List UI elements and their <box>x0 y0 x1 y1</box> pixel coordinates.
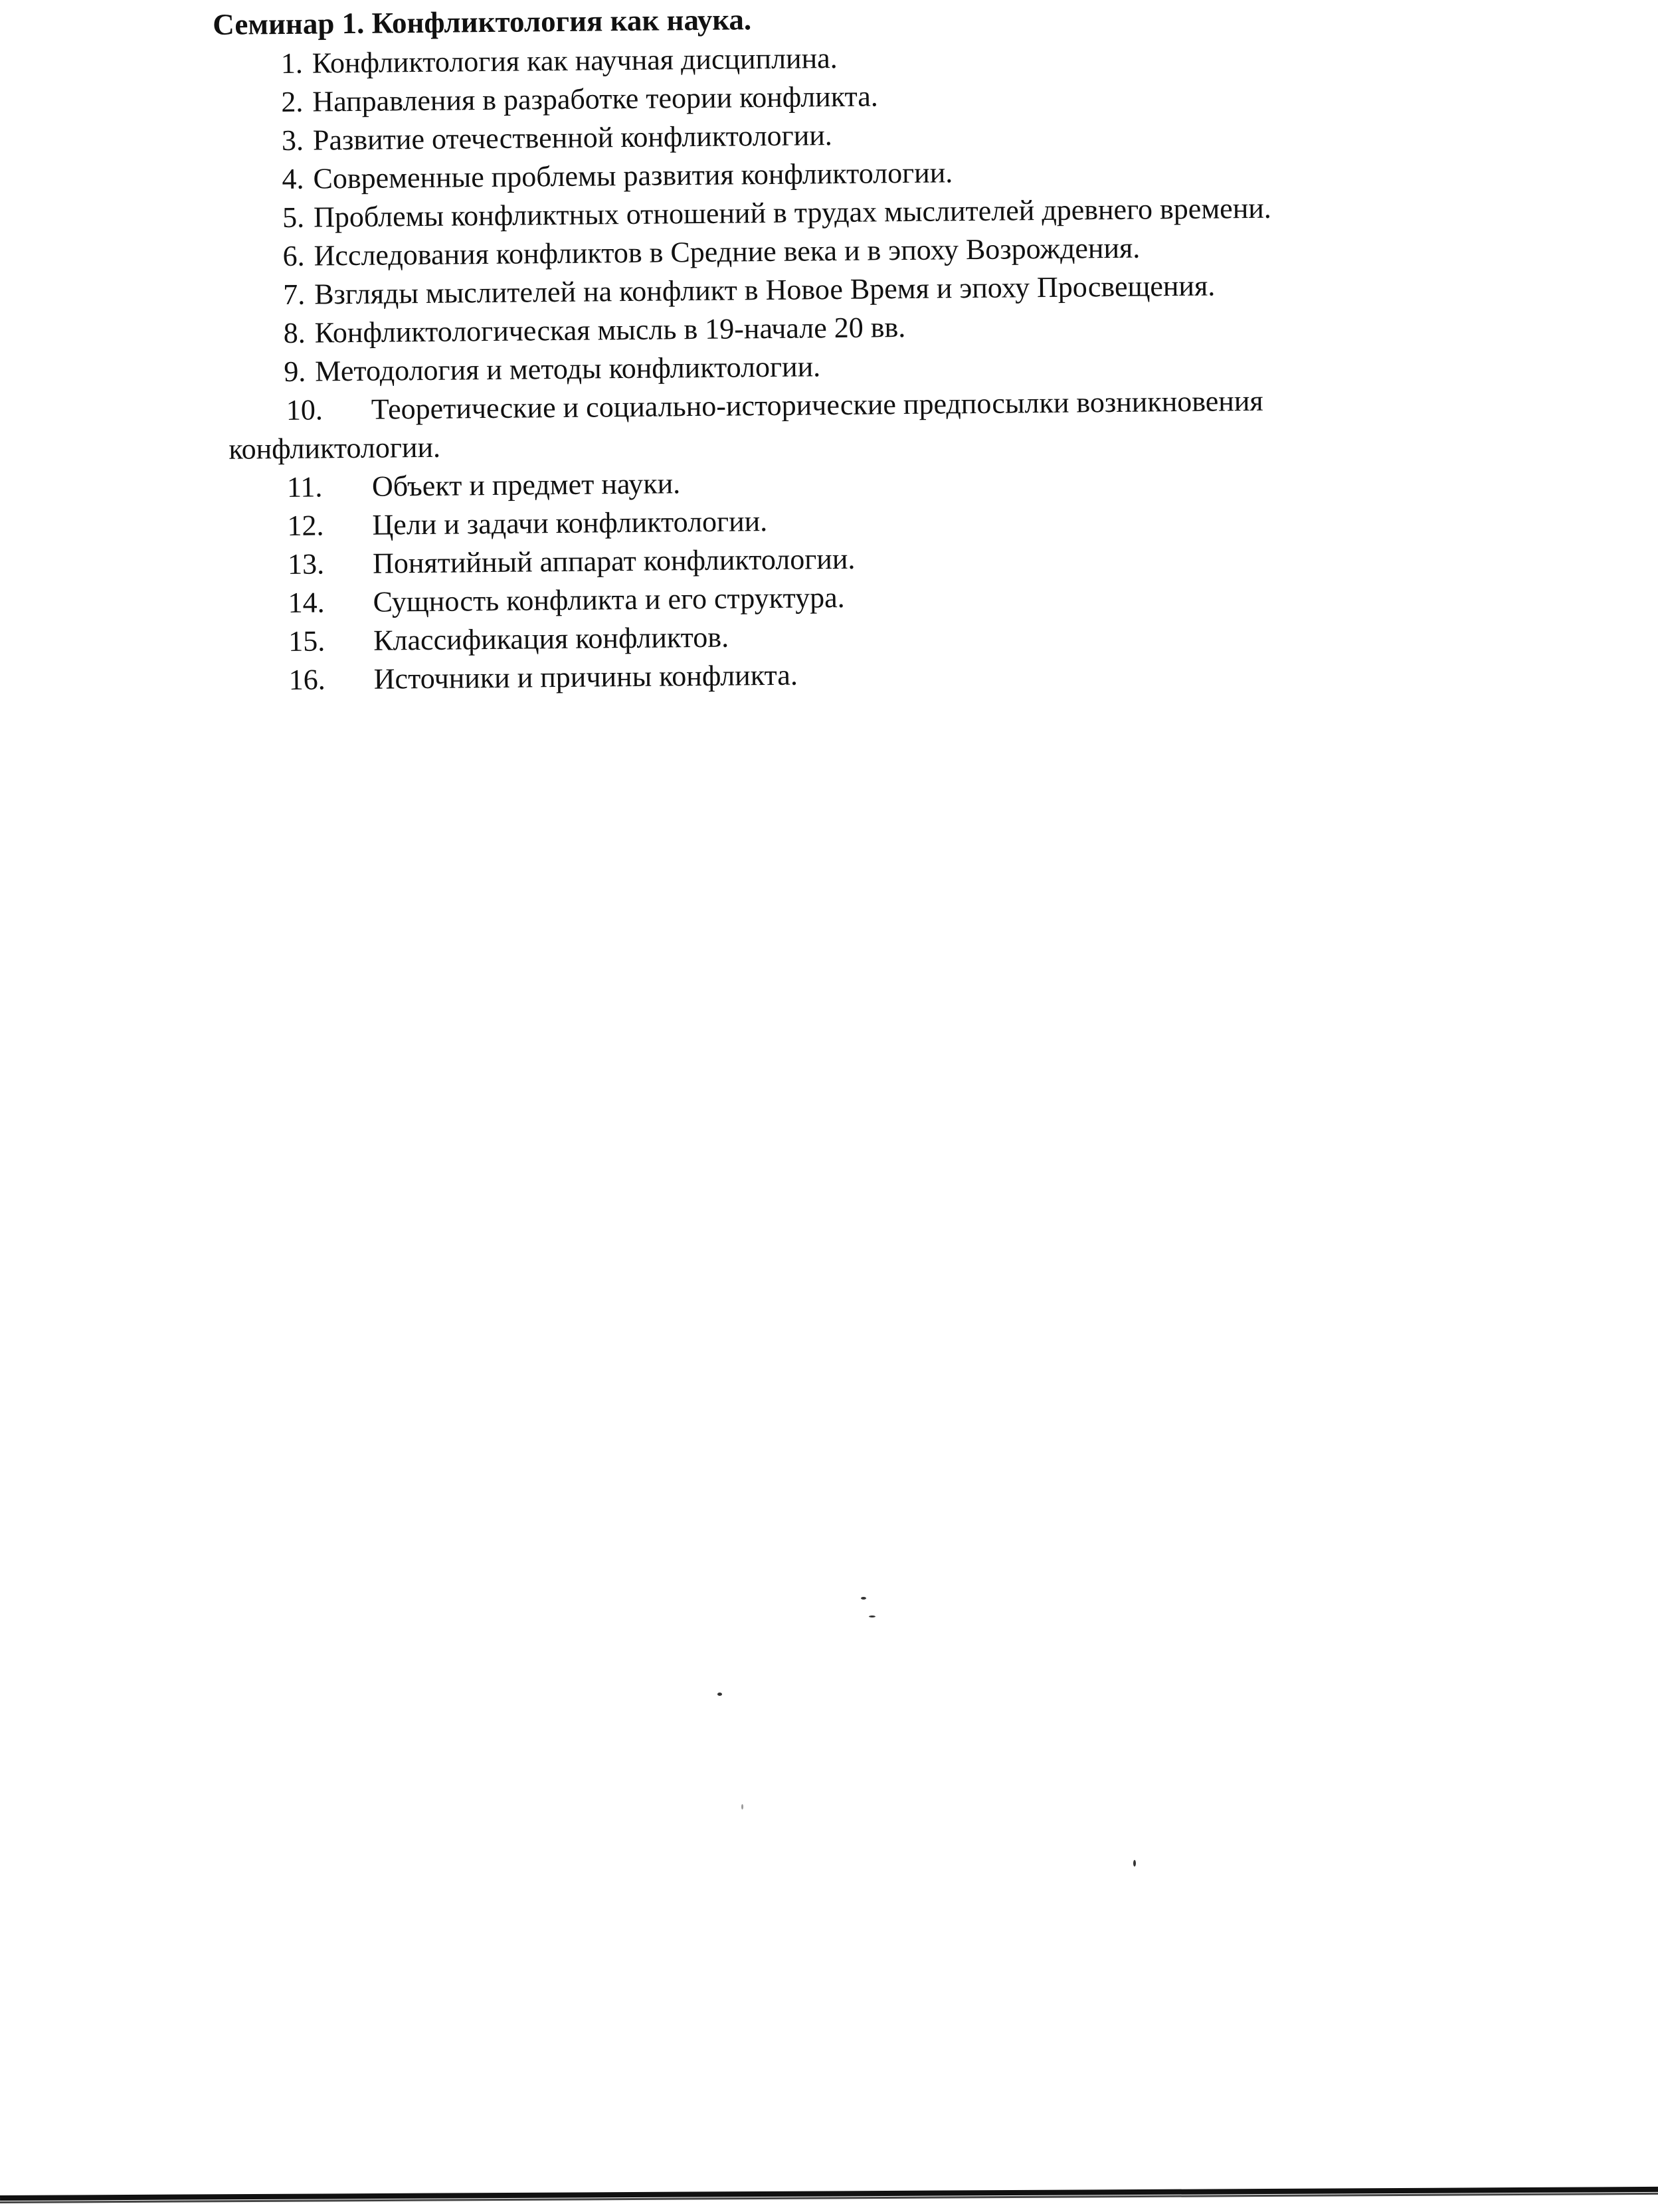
item-text: Классификация конфликтов. <box>373 620 729 657</box>
scan-speck <box>861 1597 866 1600</box>
item-text: Понятийный аппарат конфликтологии. <box>372 542 856 580</box>
item-number: 6. <box>282 239 305 273</box>
item-text: Взгляды мыслителей на конфликт в Новое Время и эпоху Просвещения. <box>314 269 1216 311</box>
item-text: Источники и причины конфликта. <box>373 658 798 695</box>
item-number: 16. <box>288 663 325 696</box>
scan-speck <box>741 1804 743 1809</box>
item-text: Сущность конфликта и его структура. <box>373 581 845 618</box>
item-text: Объект и предмет науки. <box>371 467 681 503</box>
item-text: Развитие отечественной конфликтологии. <box>312 119 833 157</box>
item-text: Конфликтологическая мысль в 19-начале 20 вв. <box>314 311 906 349</box>
item-text: Конфликтология как научная дисциплина. <box>312 41 838 80</box>
item-text: Направления в разработке теории конфликта. <box>312 80 879 118</box>
item-text: Теоретические и социально-исторические предпосылки возникновения <box>371 384 1263 426</box>
item-number: 7. <box>282 278 306 311</box>
item-number: 11. <box>286 470 323 504</box>
item-text: Цели и задачи конфликтологии. <box>372 505 768 541</box>
item-text: Методология и методы конфликтологии. <box>315 350 821 388</box>
item-text-continuation: конфликтологии. <box>229 430 441 466</box>
item-number: 8. <box>283 316 306 349</box>
item-number: 10. <box>286 393 323 426</box>
item-number: 14. <box>288 586 325 619</box>
item-number: 13. <box>287 547 325 581</box>
item-text: Исследования конфликтов в Средние века и в эпоху Возрождения. <box>314 231 1141 272</box>
item-text: Современные проблемы развития конфликтологии. <box>313 156 953 195</box>
scan-speck <box>717 1693 722 1696</box>
scan-speck <box>1133 1860 1136 1867</box>
scan-speck <box>869 1615 875 1617</box>
topic-list <box>213 33 1481 700</box>
item-number: 9. <box>284 355 306 388</box>
item-number: 4. <box>282 162 304 196</box>
item-number: 1. <box>280 46 304 80</box>
list-item <box>217 380 1479 469</box>
item-text: Проблемы конфликтных отношений в трудах мыслителей древнего времени. <box>313 191 1272 234</box>
item-number: 2. <box>281 85 304 119</box>
item-number: 15. <box>288 624 325 658</box>
item-number: 5. <box>282 201 305 234</box>
seminar-title: Семинар 1. Конфликтология как наука. <box>213 3 752 41</box>
item-number: 12. <box>287 509 324 542</box>
item-number: 3. <box>281 124 304 157</box>
seminar-content <box>213 0 1481 700</box>
